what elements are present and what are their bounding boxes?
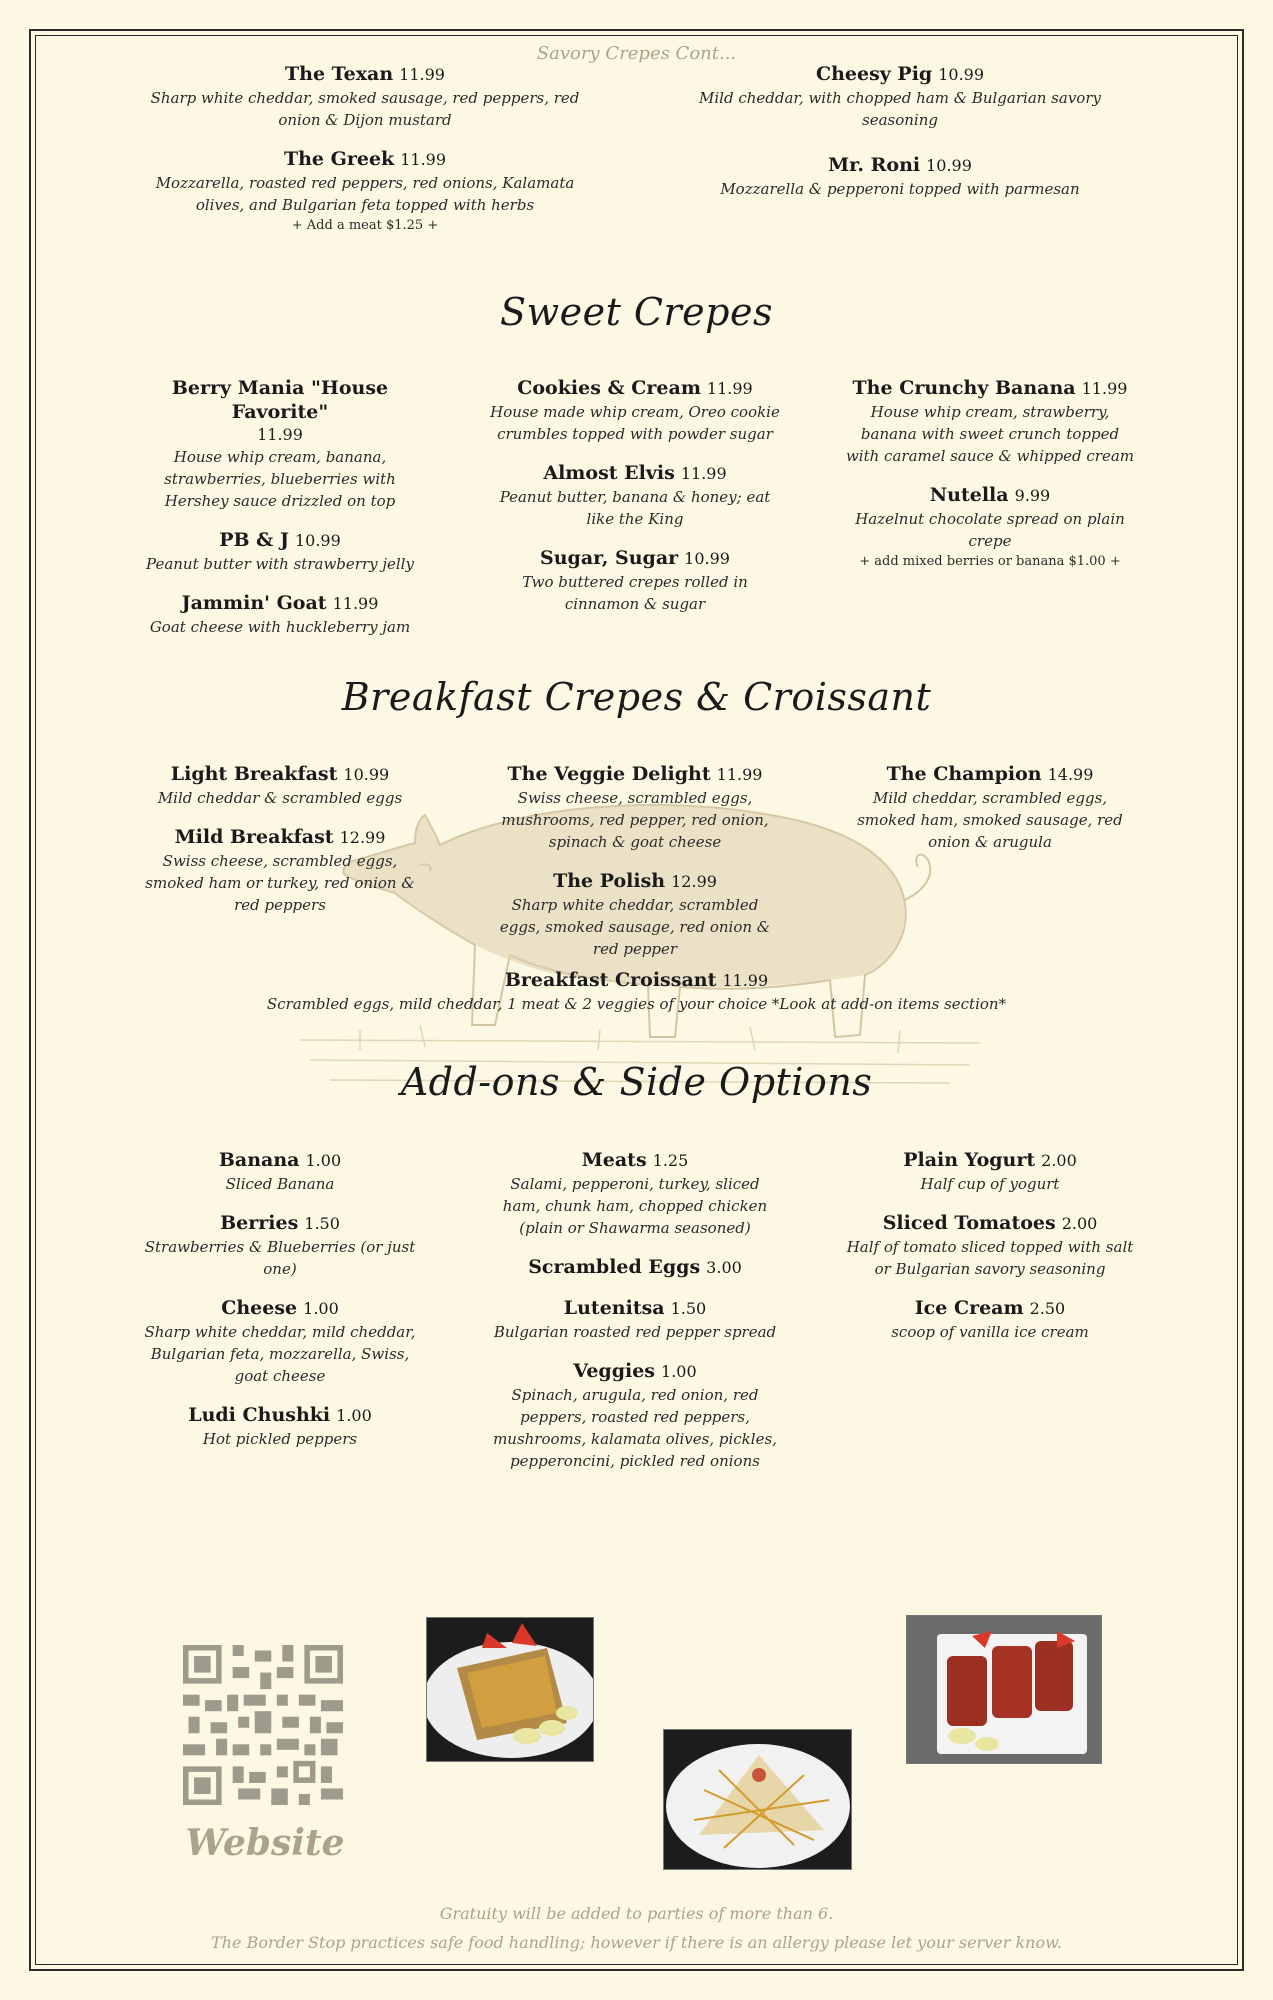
- breakfast-col-2: [490, 762, 780, 976]
- item-desc: Mild cheddar, with chopped ham & Bulgarian savory seasoning: [699, 89, 1101, 129]
- menu-item: [845, 483, 1135, 572]
- item-price: 12.99: [339, 828, 386, 847]
- item-price: 9.99: [1014, 486, 1051, 505]
- item-desc: Half cup of yogurt: [920, 1175, 1060, 1193]
- menu-item: [670, 62, 1130, 131]
- item-desc: House whip cream, banana, strawberries, blueberries with Hershey sauce drizzled on top: [164, 448, 396, 510]
- menu-item: [135, 147, 595, 236]
- item-name: Sliced Tomatoes: [882, 1212, 1056, 1234]
- item-desc: Half of tomato sliced topped with salt or Bulgarian savory seasoning: [846, 1238, 1134, 1278]
- item-price: 1.25: [652, 1151, 689, 1170]
- item-price: 12.99: [671, 872, 717, 891]
- item-price: 14.99: [1047, 765, 1094, 784]
- menu-item: [845, 1148, 1135, 1195]
- item-price: 11.99: [706, 379, 753, 398]
- item-name: Mr. Roni: [828, 154, 921, 176]
- menu-item: [135, 376, 425, 512]
- item-price: 10.99: [684, 549, 730, 568]
- item-price: 1.50: [670, 1299, 707, 1318]
- item-desc: Strawberries & Blueberries (or just one): [144, 1238, 416, 1278]
- breakfast-col-1: [135, 762, 425, 932]
- item-price: 10.99: [926, 156, 972, 175]
- item-note: + Add a meat $1.25 +: [291, 218, 439, 233]
- item-name: Banana: [218, 1149, 300, 1171]
- website-label: Website: [185, 1822, 345, 1864]
- menu-item: [490, 461, 780, 530]
- menu-item: [490, 1359, 780, 1472]
- item-desc: scoop of vanilla ice cream: [891, 1323, 1089, 1341]
- item-desc: Goat cheese with huckleberry jam: [149, 618, 411, 636]
- sweet-col-1: [135, 376, 425, 654]
- item-name: Jammin' Goat: [181, 592, 327, 614]
- item-desc: Two buttered crepes rolled in cinnamon & sugar: [522, 573, 748, 613]
- item-name: The Texan: [285, 63, 394, 85]
- item-price: 1.00: [305, 1151, 342, 1170]
- menu-item: [490, 869, 780, 960]
- menu-item: [845, 1211, 1135, 1280]
- item-desc: Hot pickled peppers: [202, 1430, 358, 1448]
- item-name: Veggies: [573, 1360, 656, 1382]
- savory-col-left: [135, 62, 595, 252]
- addons-col-2: [490, 1148, 780, 1488]
- menu-item: [135, 1148, 425, 1195]
- breakfast-col-3: [845, 762, 1135, 869]
- item-price: 10.99: [343, 765, 390, 784]
- menu-item: [845, 376, 1135, 467]
- item-desc: Peanut butter, banana & honey; eat like the King: [499, 488, 771, 528]
- breakfast-title: Breakfast Crepes & Croissant: [341, 675, 932, 719]
- item-name: PB & J: [219, 529, 289, 551]
- food-photo-toast: [906, 1615, 1102, 1764]
- item-name: Ludi Chushki: [188, 1404, 331, 1426]
- item-price: 3.00: [706, 1258, 742, 1277]
- item-name: Berries: [220, 1212, 299, 1234]
- item-name: The Veggie Delight: [507, 763, 711, 785]
- menu-item: [135, 825, 425, 916]
- item-name: Cheese: [221, 1297, 298, 1319]
- menu-item: [490, 1255, 780, 1280]
- item-name: Sugar, Sugar: [540, 547, 679, 569]
- menu-item: [490, 1296, 780, 1343]
- item-price: 11.99: [680, 464, 727, 483]
- item-name: Light Breakfast: [170, 763, 338, 785]
- menu-item: [135, 1211, 425, 1280]
- item-price: 1.00: [661, 1362, 697, 1381]
- item-price: 11.99: [257, 425, 303, 444]
- menu-item: [490, 376, 780, 445]
- item-price: 1.00: [303, 1299, 339, 1318]
- food-photo-sweet-crepe: [663, 1729, 852, 1870]
- item-desc: Peanut butter with strawberry jelly: [146, 555, 414, 573]
- menu-item: [490, 1148, 780, 1239]
- item-name: Berry Mania "House Favorite": [171, 377, 389, 423]
- item-desc: Mild cheddar, scrambled eggs, smoked ham, smoked sausage, red onion & arugula: [857, 789, 1123, 851]
- item-name: Nutella: [929, 484, 1009, 506]
- item-price: 1.00: [336, 1406, 372, 1425]
- menu-item: [135, 1296, 425, 1387]
- item-desc: Sliced Banana: [225, 1175, 335, 1193]
- breakfast-croissant: [0, 968, 1273, 1015]
- item-desc: Mild cheddar & scrambled eggs: [157, 789, 403, 807]
- menu-item: [670, 153, 1130, 200]
- item-name: Almost Elvis: [543, 462, 675, 484]
- menu-item: [845, 762, 1135, 853]
- addons-title: Add-ons & Side Options: [400, 1060, 873, 1104]
- sweet-col-2: [490, 376, 780, 631]
- item-name: The Greek: [283, 148, 395, 170]
- item-desc: House whip cream, strawberry, banana with sweet crunch topped with caramel sauce & whipped cream: [845, 403, 1135, 465]
- item-note: + add mixed berries or banana $1.00 +: [859, 554, 1121, 569]
- item-price: 2.50: [1029, 1299, 1066, 1318]
- menu-item: [490, 762, 780, 853]
- item-price: 10.99: [294, 531, 341, 550]
- item-name: Lutenitsa: [563, 1297, 665, 1319]
- item-name: Cookies & Cream: [517, 377, 701, 399]
- item-price: 11.99: [332, 594, 379, 613]
- item-name: Meats: [581, 1149, 647, 1171]
- item-name: Ice Cream: [914, 1297, 1024, 1319]
- item-desc: Mozzarella, roasted red peppers, red onions, Kalamata olives, and Bulgarian feta topped with herbs: [155, 174, 575, 214]
- item-name: Scrambled Eggs: [528, 1256, 701, 1278]
- sweet-crepes-title: Sweet Crepes: [500, 290, 773, 334]
- item-desc: Scrambled eggs, mild cheddar, 1 meat & 2 veggies of your choice *Look at add-on items section*: [266, 995, 1007, 1013]
- item-price: 11.99: [1081, 379, 1128, 398]
- item-price: 10.99: [938, 65, 985, 84]
- menu-item: [135, 62, 595, 131]
- item-desc: Sharp white cheddar, scrambled eggs, smoked sausage, red onion & red pepper: [499, 896, 771, 958]
- addons-col-1: [135, 1148, 425, 1466]
- item-desc: Spinach, arugula, red onion, red peppers, roasted red peppers, mushrooms, kalamata olives, pickles, pepperoncini, pickled red onions: [493, 1386, 777, 1470]
- item-desc: Salami, pepperoni, turkey, sliced ham, chunk ham, chopped chicken (plain or Shawarma seasoned): [502, 1175, 768, 1237]
- item-name: The Crunchy Banana: [852, 377, 1076, 399]
- item-desc: Bulgarian roasted red pepper spread: [493, 1323, 777, 1341]
- menu-item: [135, 591, 425, 638]
- item-name: Breakfast Croissant: [504, 969, 717, 991]
- item-price: 11.99: [716, 765, 763, 784]
- item-name: The Polish: [553, 870, 666, 892]
- savory-continued-note: Savory Crepes Cont...: [536, 43, 737, 64]
- item-desc: House made whip cream, Oreo cookie crumbles topped with powder sugar: [490, 403, 780, 443]
- item-desc: Sharp white cheddar, mild cheddar, Bulgarian feta, mozzarella, Swiss, goat cheese: [144, 1323, 416, 1385]
- item-desc: Sharp white cheddar, smoked sausage, red peppers, red onion & Dijon mustard: [150, 89, 580, 129]
- addons-col-3: [845, 1148, 1135, 1359]
- item-desc: Hazelnut chocolate spread on plain crepe: [855, 510, 1125, 550]
- menu-item: [490, 546, 780, 615]
- sweet-col-3: [845, 376, 1135, 588]
- item-desc: Swiss cheese, scrambled eggs, smoked ham or turkey, red onion & red peppers: [145, 852, 415, 914]
- item-price: 11.99: [399, 65, 445, 84]
- item-price: 2.00: [1061, 1214, 1098, 1233]
- menu-item: [135, 528, 425, 575]
- gratuity-note: Gratuity will be added to parties of more than 6.: [439, 1904, 834, 1923]
- item-desc: Mozzarella & pepperoni topped with parmesan: [720, 180, 1080, 198]
- item-name: Cheesy Pig: [815, 63, 933, 85]
- allergy-note: The Border Stop practices safe food handling; however if there is an allergy please let your server know.: [211, 1933, 1062, 1952]
- menu-item: [135, 1403, 425, 1450]
- item-price: 11.99: [400, 150, 447, 169]
- item-price: 2.00: [1041, 1151, 1077, 1170]
- menu-item: [135, 762, 425, 809]
- item-price: 1.50: [304, 1214, 340, 1233]
- item-desc: Swiss cheese, scrambled eggs, mushrooms, red pepper, red onion, spinach & goat cheese: [501, 789, 769, 851]
- item-price: 11.99: [722, 971, 769, 990]
- item-name: Mild Breakfast: [174, 826, 334, 848]
- food-photo-savory-crepe: [426, 1617, 594, 1762]
- qr-code[interactable]: [183, 1645, 343, 1805]
- savory-col-right: [670, 62, 1130, 216]
- menu-item: [845, 1296, 1135, 1343]
- item-name: The Champion: [886, 763, 1042, 785]
- item-name: Plain Yogurt: [903, 1149, 1036, 1171]
